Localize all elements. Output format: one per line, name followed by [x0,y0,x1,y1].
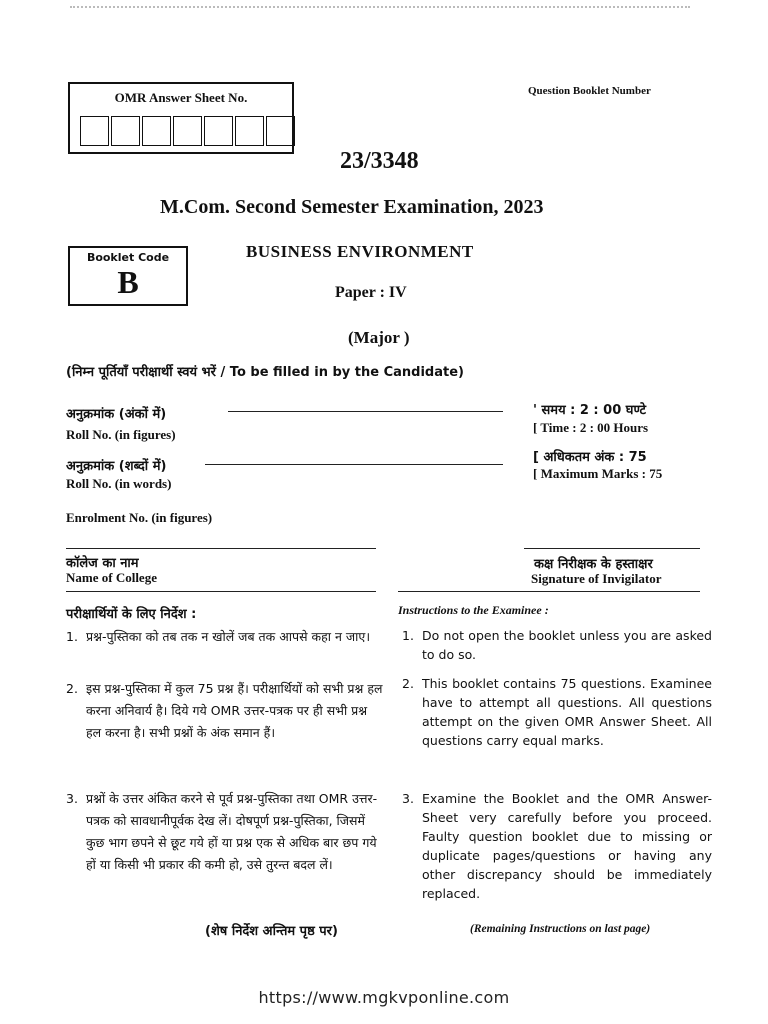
omr-cells [80,116,297,146]
booklet-code-box [68,246,188,306]
invigilator-label-hi: कक्ष निरीक्षक के हस्ताक्षर [534,557,653,572]
exam-title: M.Com. Second Semester Examination, 2023 [160,196,544,218]
instruction-number: 1. [402,628,414,643]
omr-cell[interactable] [111,116,140,146]
college-label-hi: कॉलेज का नाम [66,556,139,571]
instruction-text: प्रश्नों के उत्तर अंकित करने से पूर्व प्रश्न-पुस्तिका तथा OMR उत्तर-पत्रक को सावधानीपूर्वक देख लें। दोषपूर्ण प्रश्न-पुस्तिका, जिसमें कुछ भाग छपने से छूट गये हों या प्रश्न एक से अधिक बार छप गये हों या किसी भी प्रकार की कमी हो, उसे तुरन्त बदल लें। [86,791,378,872]
instruction-hi-2 [66,678,386,744]
roll-figures-input-line[interactable] [228,411,503,412]
roll-figures-label-hi: अनुक्रमांक (अंकों में) [66,407,167,422]
instruction-hi-3 [66,788,386,876]
omr-cell[interactable] [266,116,295,146]
website-url[interactable]: https://www.mgkvponline.com [258,988,510,1007]
instruction-text: Examine the Booklet and the OMR Answer-Sheet very carefully before you proceed. Faulty question booklet due to missing or duplicate pages/questions or having any other discrepancy should be immediately replaced. [422,791,712,901]
paper-type: (Major ) [348,328,410,347]
college-input-line[interactable] [66,548,376,549]
instruction-text: प्रश्न-पुस्तिका को तब तक न खोलें जब तक आपसे कहा न जाए। [86,629,371,644]
instruction-text: Do not open the booklet unless you are asked to do so. [422,628,712,662]
instructions-heading-en: Instructions to the Examinee : [398,603,549,617]
instruction-en-2 [402,674,712,750]
remaining-instructions-en: (Remaining Instructions on last page) [470,923,651,935]
time-label-hi: ' समय : 2 : 00 घण्टे [533,403,647,418]
roll-figures-label-en: Roll No. (in figures) [66,427,176,442]
remaining-instructions-hi: (शेष निर्देश अन्तिम पृष्ठ पर) [205,924,338,939]
scan-noise [70,6,690,12]
paper-number: Paper : IV [335,284,407,301]
marks-label-en: [ Maximum Marks : 75 [533,466,663,481]
subject-name: BUSINESS ENVIRONMENT [246,242,474,261]
time-label-en: [ Time : 2 : 00 Hours [533,420,649,435]
section-divider-left [66,591,376,592]
section-divider-right [398,591,700,592]
enrolment-label: Enrolment No. (in figures) [66,510,213,525]
marks-label-hi: [ अधिकतम अंक : 75 [533,450,647,465]
instruction-en-1 [402,626,712,664]
omr-answer-sheet-box [68,82,294,154]
omr-cell[interactable] [204,116,233,146]
roll-words-label-en: Roll No. (in words) [66,476,172,491]
omr-cell[interactable] [173,116,202,146]
fill-note: (निम्न पूर्तियाँ परीक्षार्थी स्वयं भरें / To be filled in by the Candidate) [66,365,464,380]
omr-cell[interactable] [142,116,171,146]
instruction-hi-1 [66,626,386,648]
roll-words-input-line[interactable] [205,464,503,465]
instruction-number: 1. [66,629,78,644]
instruction-text: इस प्रश्न-पुस्तिका में कुल 75 प्रश्न हैं। परीक्षार्थियों को सभी प्रश्न हल करना अनिवार्य है। दिये गये OMR उत्तर-पत्रक पर ही सभी प्रश्न हल करना है। सभी प्रश्नों के अंक समान हैं। [86,681,383,740]
omr-cell[interactable] [235,116,264,146]
instruction-en-3 [402,789,712,903]
paper-code-number: 23/3348 [340,148,419,174]
roll-words-label-hi: अनुक्रमांक (शब्दों में) [66,459,167,474]
instruction-number: 2. [402,676,414,691]
instruction-number: 3. [402,791,414,806]
question-booklet-number-label: Question Booklet Number [528,85,651,97]
instruction-text: This booklet contains 75 questions. Examinee have to attempt all questions. All questions attempt on the given OMR Answer Sheet. All questions carry equal marks. [422,676,712,748]
instruction-number: 3. [66,791,78,806]
college-label-en: Name of College [66,570,157,585]
instruction-number: 2. [66,681,78,696]
omr-cell[interactable] [80,116,109,146]
omr-label: OMR Answer Sheet No. [114,90,248,105]
invigilator-signature-line[interactable] [524,548,700,549]
booklet-code-label: Booklet Code [86,251,170,264]
instructions-heading-hi: परीक्षार्थियों के लिए निर्देश : [66,607,197,622]
booklet-code-letter: B [117,264,139,300]
invigilator-label-en: Signature of Invigilator [531,571,662,586]
